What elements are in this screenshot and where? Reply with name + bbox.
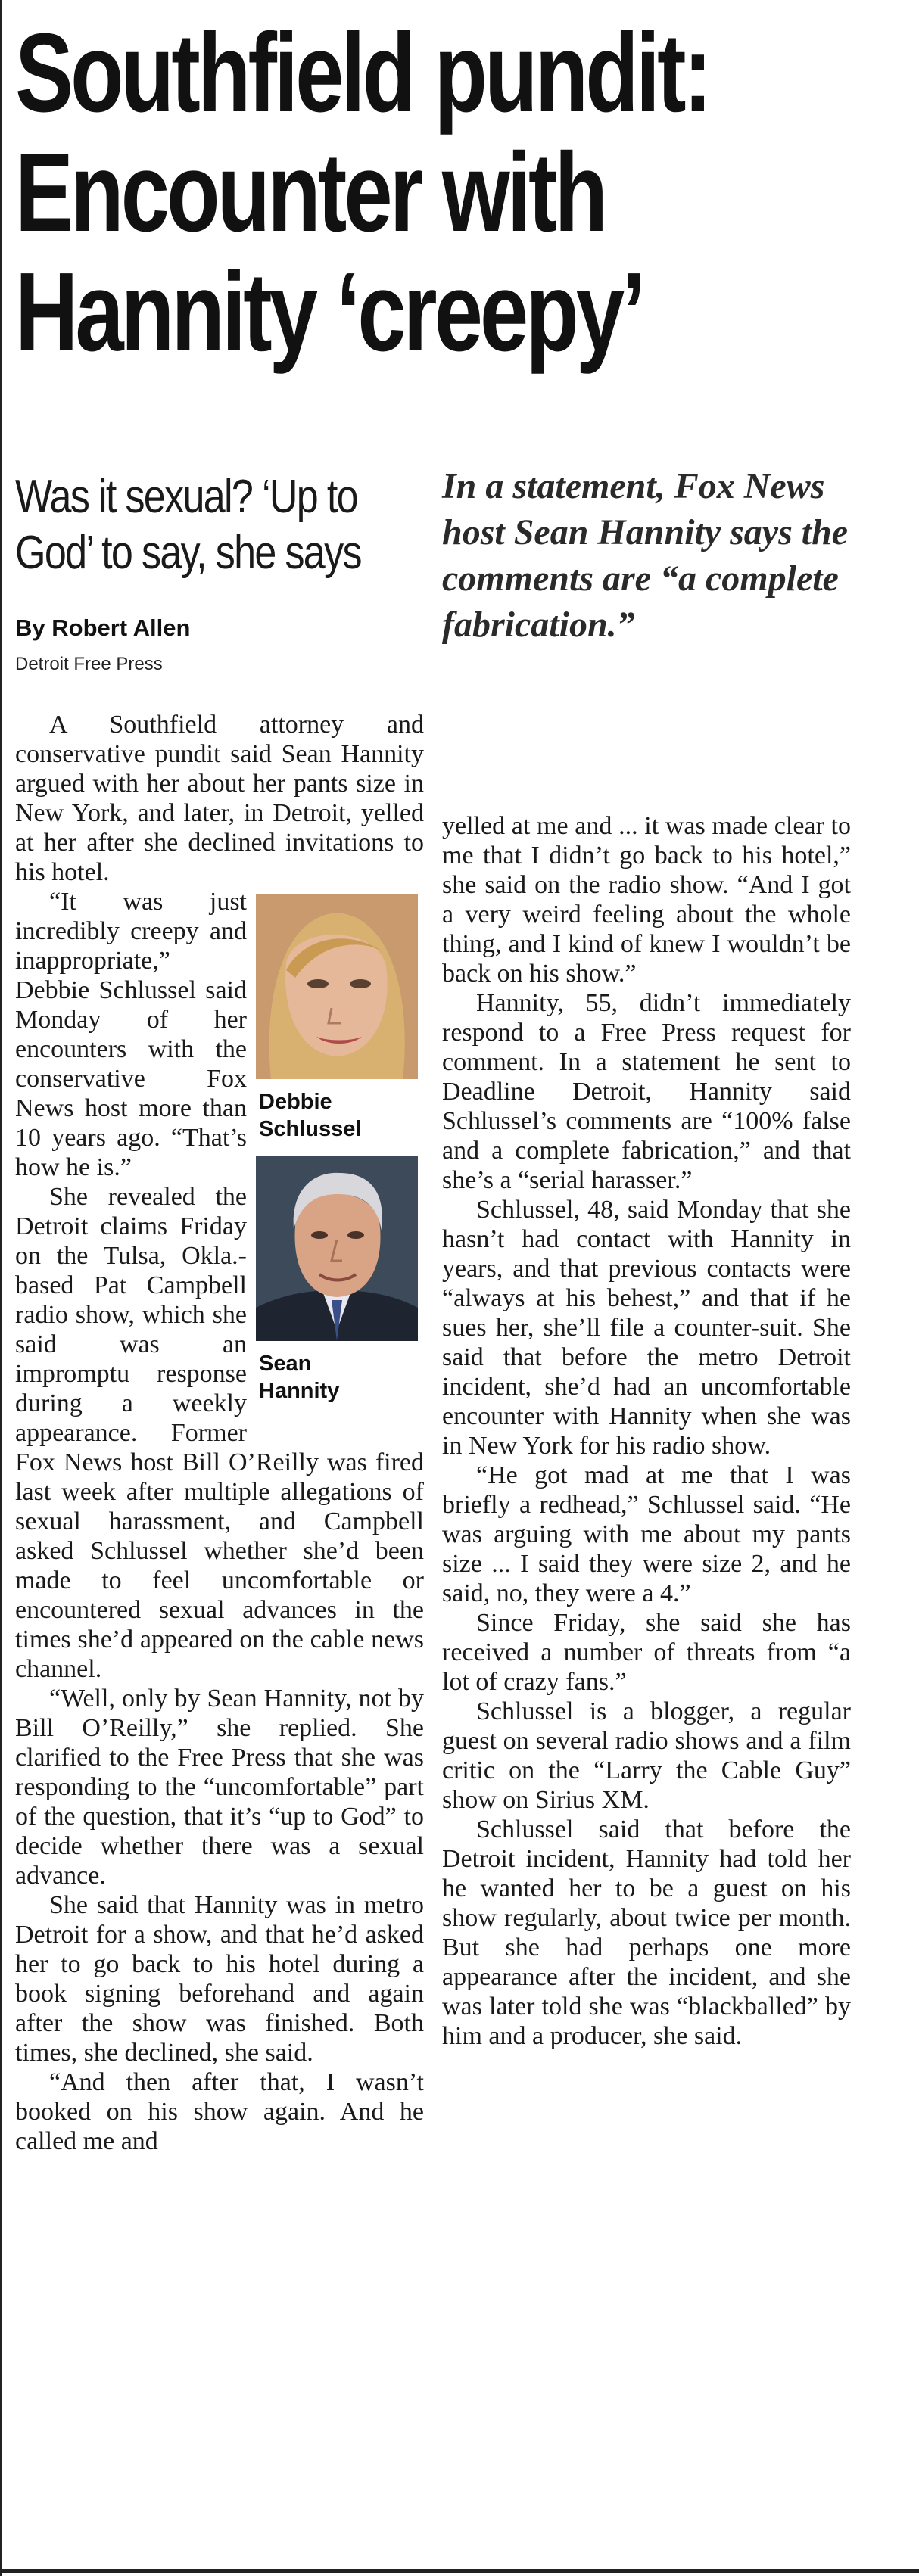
paragraph: Schlussel is a blogger, a regular guest on several radio shows and a film critic on the “Larry the Cable Guy” show on Sirius XM.: [442, 1697, 851, 1814]
headline: [15, 11, 712, 375]
woman-portrait-icon: [256, 894, 418, 1079]
bottom-border-rule: [0, 2569, 919, 2573]
photo-block: [256, 894, 424, 1417]
headline-line-1: Southfield pundit:: [15, 11, 710, 135]
paragraph: Schlussel said that before the Detroit incident, Hannity had told her he wanted her to be a guest on his show regularly, about twice per month. But she had perhaps one more appearance after the incident, and she was later told she was “blackballed” by him and a producer, she said.: [442, 1815, 851, 2050]
paragraph: Schlussel, 48, said Monday that she hasn’t had contact with Hannity in years, and that previous contacts were “always at his behest,” and that if he sues her, she’ll file a counter-suit. She said that before the metro Detroit incident, she’d had an uncomfortable encounter with Hannity when she was in New York for his radio show.: [442, 1196, 851, 1460]
deck-subheadline: Was it sexual? ‘Up to God’ to say, she says: [15, 471, 361, 579]
paragraph: Since Friday, she said she has received a number of threats from “a lot of crazy fans.”: [442, 1609, 851, 1696]
headline-line-3: Hannity ‘creepy’: [15, 250, 643, 375]
caption-first-name: Debbie: [259, 1090, 332, 1114]
paragraph: “And then after that, I wasn’t booked on his show again. And he called me and: [15, 2068, 424, 2155]
paragraph: She revealed the Detroit claims Friday on the Tulsa, Okla.-based Pat Campbell radio show, which she said was an impromptu response during a weekly appearance. Former Fox News host Bill O’Reilly was fired last week after multiple allegations of sexual harassment, and Campbell asked Schlussel whether she’d been made to feel uncomfortable or encountered sexual advances in the times she’d appeared on the cable news channel.: [15, 1183, 424, 1683]
photo-caption-sean: [256, 1341, 424, 1417]
pull-quote: In a statement, Fox News host Sean Hannity says the comments are “a complete fabrication.”: [442, 466, 849, 645]
caption-last-name: Hannity: [259, 1379, 340, 1403]
caption-first-name: Sean: [259, 1352, 312, 1376]
paragraph: Hannity, 55, didn’t immediately respond to a Free Press request for comment. In a statement he sent to Deadline Detroit, Hannity said Schlussel’s comments are “100% false and a complete fabrication,” and that she’s a “serial harasser.”: [442, 989, 851, 1194]
photo-sean-hannity: [256, 1156, 418, 1341]
paragraph: “Well, only by Sean Hannity, not by Bill O’Reilly,” she replied. She clarified to the Free Press that she was responding to the “uncomfortable” part of the question, that it’s “up to God” to decide whether there was a sexual advance.: [15, 1685, 424, 1890]
paragraph: “It was just incredibly creepy and inappropriate,” Debbie Schlussel said Monday of her encounters with the conservative Fox News host more than 10 years ago. “That’s how he is.”: [15, 888, 247, 1181]
paragraph: She said that Hannity was in metro Detroit for a show, and that he’d asked her to go back to his hotel during a book signing beforehand and again after the show was finished. Both times, she declined, she said.: [15, 1891, 424, 2067]
article-column-right: [442, 811, 851, 2051]
article-column-left: [15, 710, 424, 2156]
paragraph: yelled at me and ... it was made clear to me that I didn’t go back to his hotel,” she said on the radio show. “And I got a very weird feeling about the whole thing, and I kind of knew I wouldn’t be back on his show.”: [442, 812, 851, 988]
man-portrait-icon: [256, 1156, 418, 1341]
publication-credit: Detroit Free Press: [15, 654, 163, 674]
headline-line-2: Encounter with: [15, 130, 606, 255]
left-border-rule: [0, 0, 2, 2576]
paragraph: A Southfield attorney and conservative pundit said Sean Hannity argued with her about her pants size in New York, and later, in Detroit, yelled at her after she declined invitations to his hotel.: [15, 711, 424, 886]
caption-last-name: Schlussel: [259, 1117, 362, 1141]
paragraph: “He got mad at me that I was briefly a redhead,” Schlussel said. “He was arguing with me about my pants size ... I said they were size 2, and he said, no, they were a 4.”: [442, 1461, 851, 1607]
photo-caption-debbie: [256, 1079, 424, 1155]
photo-debbie-schlussel: [256, 894, 418, 1079]
byline: By Robert Allen: [15, 614, 191, 641]
